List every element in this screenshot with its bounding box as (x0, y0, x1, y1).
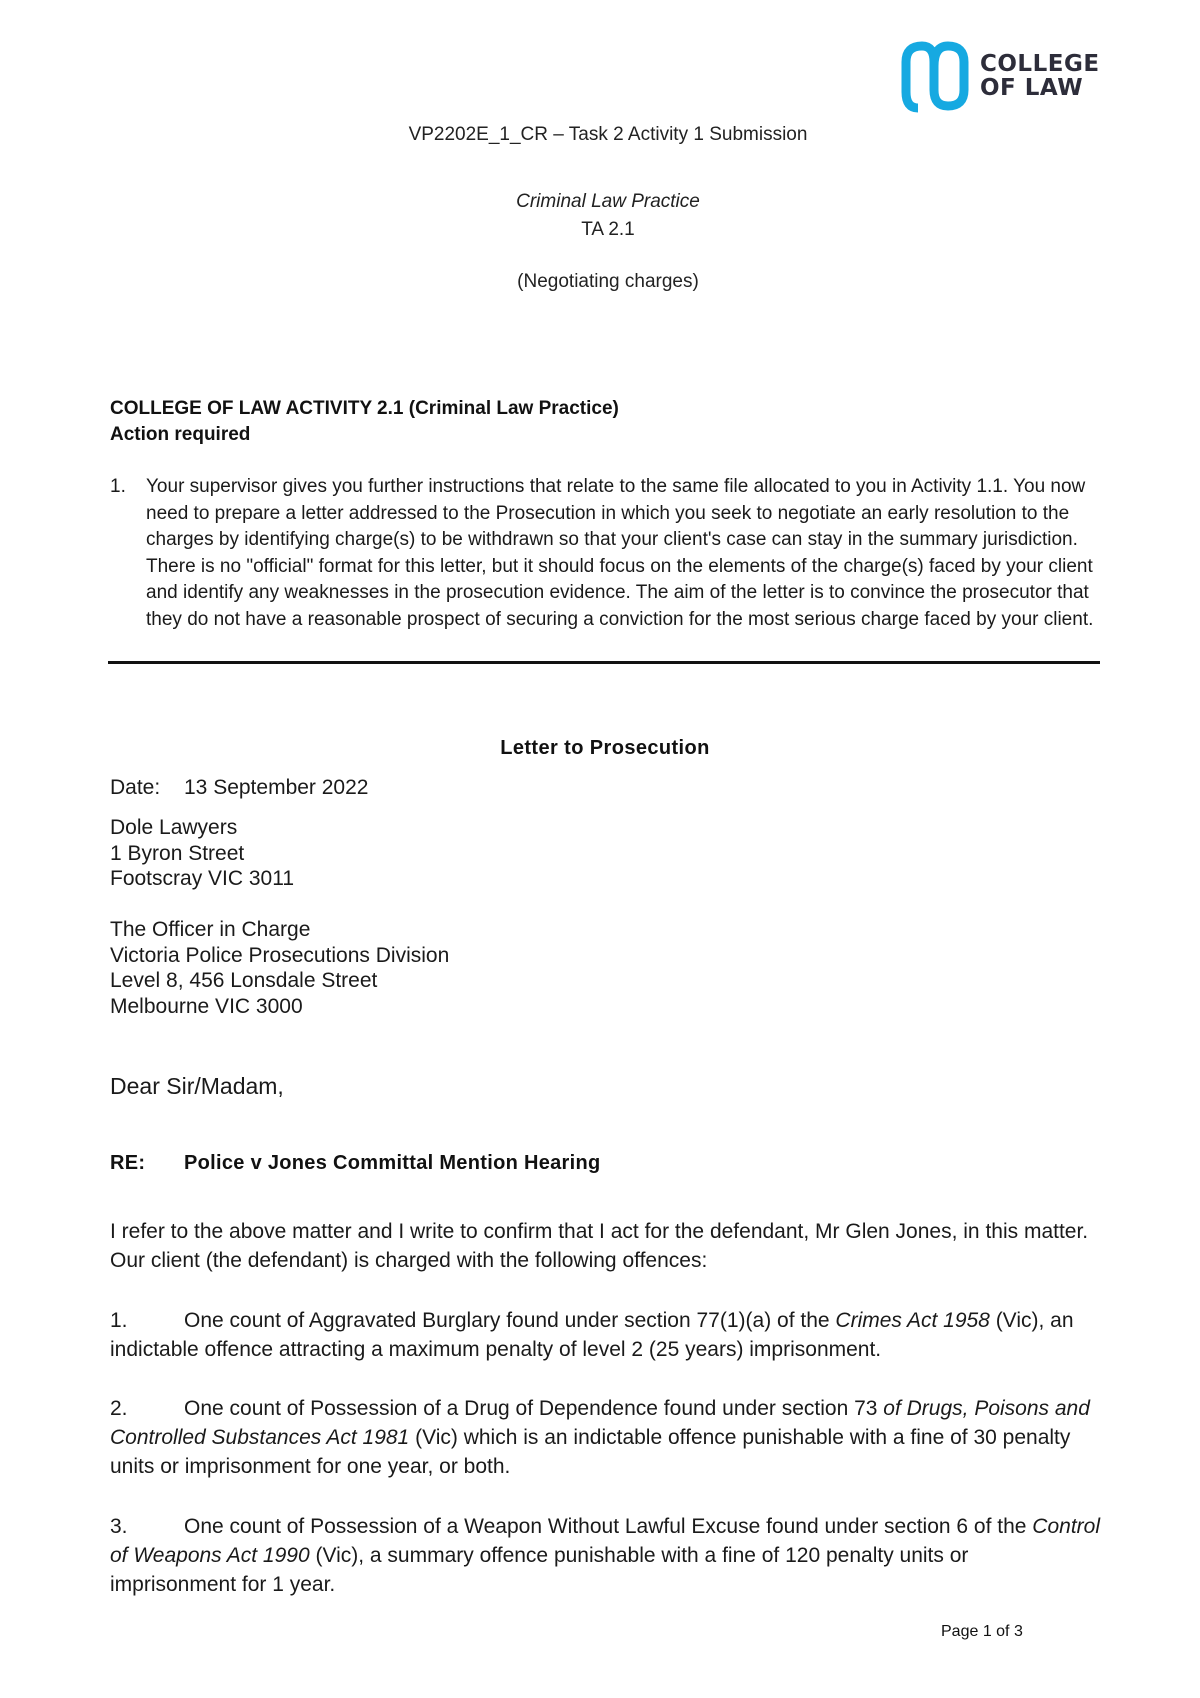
page-number: Page 1 of 3 (941, 1623, 1023, 1640)
sender-line-2: 1 Byron Street (110, 841, 245, 865)
date-value: 13 September 2022 (184, 776, 369, 799)
charge-text-post: (Vic) which is an indictable offence punishable with a fine of 30 penalty units or imprisonment for one year, or both. (110, 1426, 1071, 1478)
charge-number: 2. (110, 1397, 128, 1420)
re-label: RE: (110, 1152, 146, 1174)
re-line (110, 1152, 601, 1175)
course-subject: Criminal Law Practice (516, 191, 700, 212)
recipient-address (110, 917, 449, 1019)
charge-act-name: Control of Weapons Act 1990 (110, 1515, 1100, 1567)
recipient-line-1: The Officer in Charge (110, 918, 311, 941)
charge-number: 3. (110, 1515, 128, 1538)
task-topic: (Negotiating charges) (517, 271, 699, 292)
re-subject: Police v Jones Committal Mention Hearing (184, 1152, 601, 1174)
charge-act-name: Crimes Act 1958 (835, 1309, 990, 1332)
activity-heading-block (110, 396, 619, 448)
charge-text-pre: One count of Aggravated Burglary found under section 77(1)(a) of the (184, 1309, 836, 1332)
letter-title: Letter to Prosecution (500, 737, 710, 759)
recipient-line-4: Melbourne VIC 3000 (110, 994, 303, 1018)
charge-item-1 (110, 1306, 1100, 1364)
letter-date (110, 775, 368, 801)
task-code: TA 2.1 (581, 219, 635, 240)
logo-wordmark (980, 52, 1100, 100)
college-of-law-logo (900, 40, 1100, 114)
charge-text-post: (Vic), a summary offence punishable with a fine of 120 penalty units or imprisonment for 1 year. (110, 1544, 969, 1596)
intro-paragraph: I refer to the above matter and I write to confirm that I act for the defendant, Mr Glen Jones, in this matter. Our client (the defendant) is charged with the following offences: (110, 1220, 1089, 1272)
charge-text-pre: One count of Possession of a Weapon Without Lawful Excuse found under section 6 of the (184, 1515, 1033, 1538)
action-required-heading: Action required (110, 424, 251, 445)
instruction-list-item (110, 474, 1100, 634)
logo-line-1: COLLEGE (980, 51, 1100, 77)
section-divider (108, 661, 1100, 664)
sender-address (110, 815, 294, 892)
logo-line-2: OF LAW (980, 75, 1084, 101)
charge-item-3 (110, 1512, 1100, 1599)
instruction-text: Your supervisor gives you further instructions that relate to the same file allocated to you in Activity 1.1. You now need to prepare a letter addressed to the Prosecution in which you seek to negotiate an early resolution to the charges by identifying charge(s) to be withdrawn so that your client's case can stay in the summary jurisdiction. There is no "official" format for this letter, but it should focus on the elements of the charge(s) faced by your client and identify any weaknesses in the prosecution evidence. The aim of the letter is to convince the prosecutor that they do not have a reasonable prospect of securing a conviction for the most serious charge faced by your client. (146, 476, 1094, 630)
charge-text-post: (Vic), an indictable offence attracting a maximum penalty of level 2 (25 years) imprisonment. (110, 1309, 1074, 1361)
instruction-number: 1. (110, 476, 126, 497)
recipient-line-2: Victoria Police Prosecutions Division (110, 943, 450, 967)
date-label: Date: (110, 776, 161, 799)
activity-heading: COLLEGE OF LAW ACTIVITY 2.1 (Criminal Law Practice) (110, 398, 619, 419)
sender-line-3: Footscray VIC 3011 (110, 867, 295, 890)
charge-number: 1. (110, 1309, 128, 1332)
charge-text-pre: One count of Possession of a Drug of Dependence found under section 73 (184, 1397, 884, 1420)
charge-item-2 (110, 1394, 1100, 1481)
document-title: VP2202E_1_CR – Task 2 Activity 1 Submission (408, 124, 808, 145)
salutation: Dear Sir/Madam, (110, 1073, 284, 1099)
college-of-law-logo-icon (900, 40, 970, 114)
sender-line-1: Dole Lawyers (110, 816, 238, 839)
charge-act-name: of Drugs, Poisons and Controlled Substances Act 1981 (110, 1397, 1090, 1449)
recipient-line-3: Level 8, 456 Lonsdale Street (110, 969, 378, 992)
